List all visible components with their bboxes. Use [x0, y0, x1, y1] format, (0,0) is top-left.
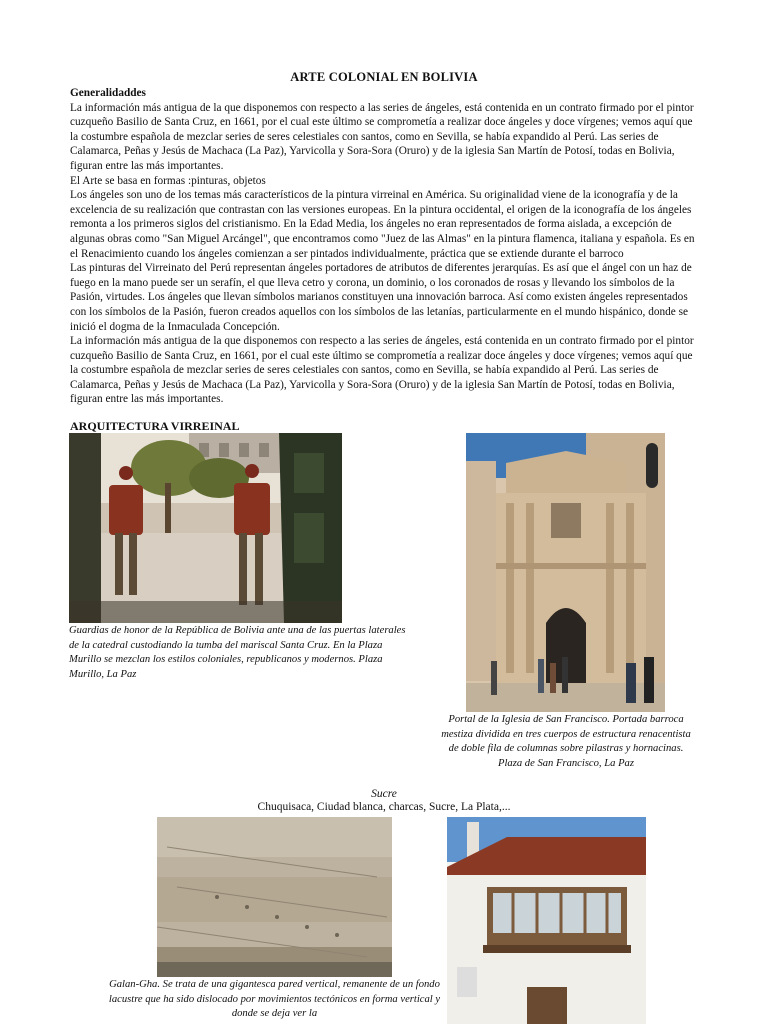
guards-caption: Guardias de honor de la República de Bolivia ante una de las puertas laterales de la catedral custodiando la tumba del mariscal Santa Cruz. En la Plaza Murillo se mezclan los estilos coloniales, republicanos y modernos. Plaza Murillo, La Paz [69, 625, 406, 680]
document-subtitle: Generalidaddes [70, 87, 146, 99]
paragraph: La información más antigua de la que disponemos con respecto a las series de ángeles, está contenida en un contrato firmado por el pintor cuzqueño Basilio de Santa Cruz, en 1661, por el cual este último se comprometía a realizar doce ángeles y doce vírgenes; vemos aquí que la costumbre española de mezclar series de seres celestiales con santos, como en Sevilla, se había expandido al Perú. Las series de Calamarca, Peñas y Jesús de Machaca (La Paz), Yarvicolla y Sora-Sora (Oruro) y de la iglesia San Martín de Potosí, todas en Bolivia, figuran entre las más importantes. [70, 101, 694, 172]
balcony-image [447, 817, 646, 1024]
paragraph: La información más antigua de la que disponemos con respecto a las series de ángeles, está contenida en un contrato firmado por el pintor cuzqueño Basilio de Santa Cruz, en 1661, por el cual este último se comprometía a realizar doce ángeles y doce vírgenes; vemos aquí que la costumbre española de mezclar series de seres celestiales con santos, como en Sevilla, se había expandido al Perú. Las series de Calamarca, Peñas y Jesús de Machaca (La Paz), Yarvicolla y Sora-Sora (Oruro) y de la iglesia San Martín de Potosí, todas en Bolivia, figuran entre las más importantes. [70, 335, 694, 406]
wall-caption: Galan-Gha. Se trata de una gigantesca pared vertical, remanente de un fondo lacustre que ha sido dislocado por movimientos tectónicos en forma vertical y donde se deja ver la [108, 979, 441, 1019]
wall-image [157, 817, 392, 977]
paragraph: Las pinturas del Virreinato del Perú representan ángeles portadores de atributos de diferentes jerarquías. Es así que el ángel con un haz de fuego en la mano puede ser un serafín, el que lleva cetro y corona, un dominio, o los coronados de rosas y llevando los símbolos de la Pasión, virtudes. Los ángeles que llevan símbolos marianos constituyen una innovación barroca. Así como existen ángeles representados con los símbolos de la Pasión, fueron creados aquellos con los símbolos de las letanías, particularmente en el mundo hispánico, donde se inició el dogma de la Inmaculada Concepción. [70, 262, 692, 333]
guards-photo [69, 433, 342, 623]
guards-image [69, 433, 342, 623]
balcony-photo [447, 817, 646, 1024]
paragraph: El Arte se basa en formas :pinturas, objetos [70, 174, 266, 187]
paragraph: Los ángeles son uno de los temas más característicos de la pintura virreinal en América. Su originalidad viene de la iconografía y de la excelencia de su realización que contrastan con las versiones europeas. En la pintura occidental, el origen de la iconografía de los ángeles remonta a los primeros siglos del cristianismo. En la Edad Media, los ángeles no eran representados de forma aislada, a excepción de algunas obras como "San Miguel Arcángel", que encontramos como "Juez de las Almas" en la pintura flamenca, italiana y española. Es en el Renacimiento cuando los ángeles comienzan a ser pintados individualmente, práctica que se extiende durante el barroco [70, 189, 695, 260]
church-photo [466, 433, 665, 712]
document-body [70, 86, 702, 407]
wall-photo [157, 817, 392, 977]
document-title: ARTE COLONIAL EN BOLIVIA [290, 70, 478, 84]
sucre-title: Sucre [371, 788, 397, 800]
sucre-subtitle: Chuquisaca, Ciudad blanca, charcas, Sucre, La Plata,... [257, 801, 511, 813]
church-image [466, 433, 665, 712]
section-heading: ARQUITECTURA VIRREINAL [70, 419, 240, 433]
church-caption: Portal de la Iglesia de San Francisco. Portada barroca mestiza dividida en tres cuerpos de estructura renacentista de doble fila de columnas sobre pilastras y hornacinas. Plaza de San Francisco, La Paz [441, 714, 691, 769]
